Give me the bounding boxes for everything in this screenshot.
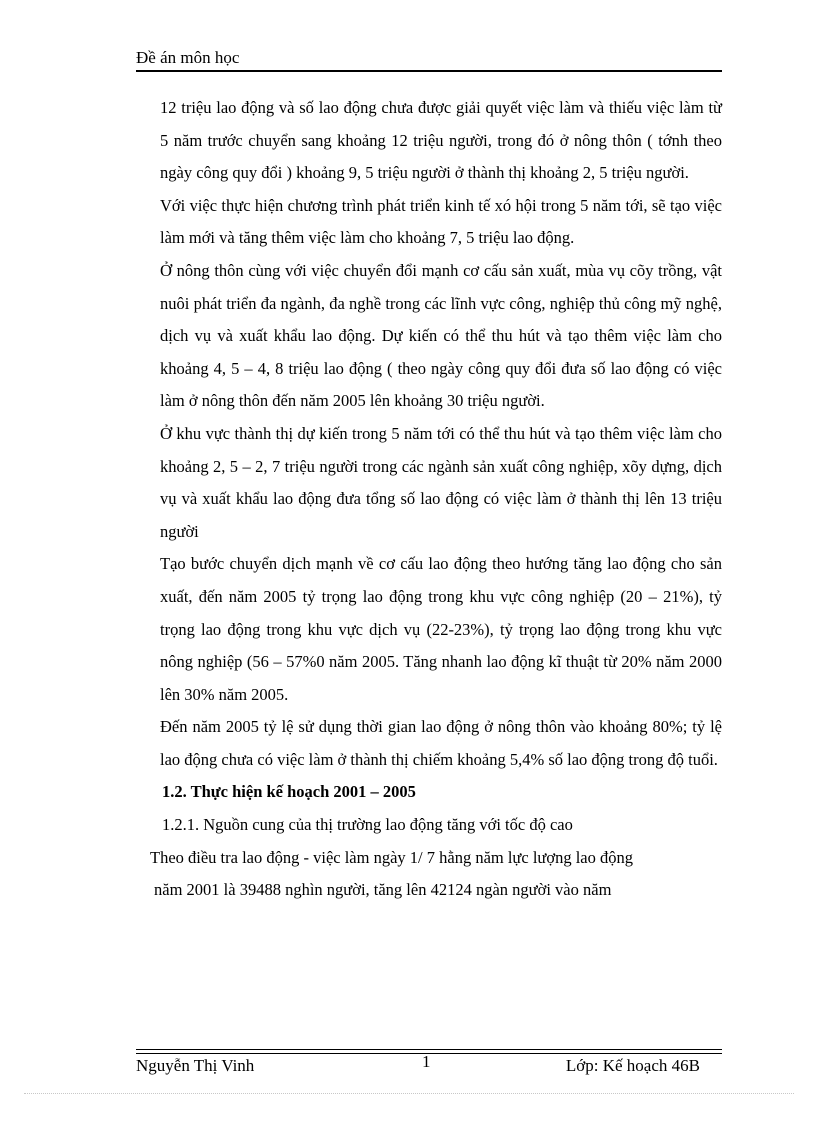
document-body — [136, 92, 722, 907]
paragraph: Đến năm 2005 tỷ lệ sử dụng thời gian lao động ở nông thôn vào khoảng 80%; tỷ lệ lao động chưa có việc làm ở thành thị chiếm khoảng 5,4% số lao động trong độ tuổi. — [160, 717, 722, 769]
page-number: 1 — [422, 1052, 431, 1071]
page-header — [136, 48, 722, 68]
page-break-line — [24, 1093, 794, 1094]
page-footer — [136, 1054, 722, 1078]
paragraph: Với việc thực hiện chương trình phát triển kinh tế xó hội trong 5 năm tới, sẽ tạo việc làm mới và tăng thêm việc làm cho khoảng 7, 5 triệu lao động. — [160, 195, 722, 248]
paragraph-line: năm 2001 là 39488 nghìn người, tăng lên 42124 ngàn người vào năm — [154, 880, 612, 900]
paragraph-line: Theo điều tra lao động - việc làm ngày 1/ 7 hằng năm lực lượng lao động — [150, 847, 633, 867]
paragraph: Ở nông thôn cùng với việc chuyển đổi mạnh cơ cấu sản xuất, mùa vụ cõy trồng, vật nuôi phát triển đa ngành, đa nghề trong các lĩnh vực công, nghiệp thủ công mỹ nghệ, dịch vụ và xuất khẩu lao động. Dự kiến có thể thu hút và tạo thêm việc làm cho khoảng 4, 5 – 4, 8 triệu lao động ( theo ngày công quy đổi đưa số lao động có việc làm ở nông thôn đến năm 2005 lên khoảng 30 triệu người. — [160, 260, 722, 411]
footer-class: Lớp: Kế hoạch 46B — [565, 1056, 700, 1075]
header-rule — [136, 70, 722, 72]
paragraph: Ở khu vực thành thị dự kiến trong 5 năm tới có thể thu hút và tạo thêm việc làm cho khoảng 2, 5 – 2, 7 triệu người trong các ngành sản xuất công nghiệp, xõy dựng, dịch vụ và xuất khẩu lao động đưa tổng số lao động có việc làm ở thành thị lên 13 triệu người — [160, 423, 722, 541]
footer-rule — [136, 1049, 722, 1050]
paragraph: Tạo bước chuyển dịch mạnh về cơ cấu lao động theo hướng tăng lao động cho sản xuất, đến năm 2005 tỷ trọng lao động trong khu vực công nghiệp (20 – 21%), tỷ trọng lao động trong khu vực dịch vụ (22-23%), tỷ trọng lao động trong khu vực nông nghiệp (56 – 57%0 năm 2005. Tăng nhanh lao động kĩ thuật từ 20% năm 2000 lên 30% năm 2005. — [160, 554, 722, 704]
footer-author: Nguyễn Thị Vinh — [136, 1056, 255, 1075]
section-heading: 1.2. Thực hiện kế hoạch 2001 – 2005 — [162, 782, 416, 802]
header-title: Đề án môn học — [136, 48, 240, 67]
paragraph: 12 triệu lao động và số lao động chưa được giải quyết việc làm và thiếu việc làm từ 5 năm trước chuyển sang khoảng 12 triệu người, trong đó ở nông thôn ( tớnh theo ngày công quy đổi ) khoảng 9, 5 triệu người ở thành thị khoảng 2, 5 triệu người. — [160, 98, 722, 183]
subsection-heading: 1.2.1. Nguồn cung của thị trường lao động tăng với tốc độ cao — [162, 815, 573, 835]
